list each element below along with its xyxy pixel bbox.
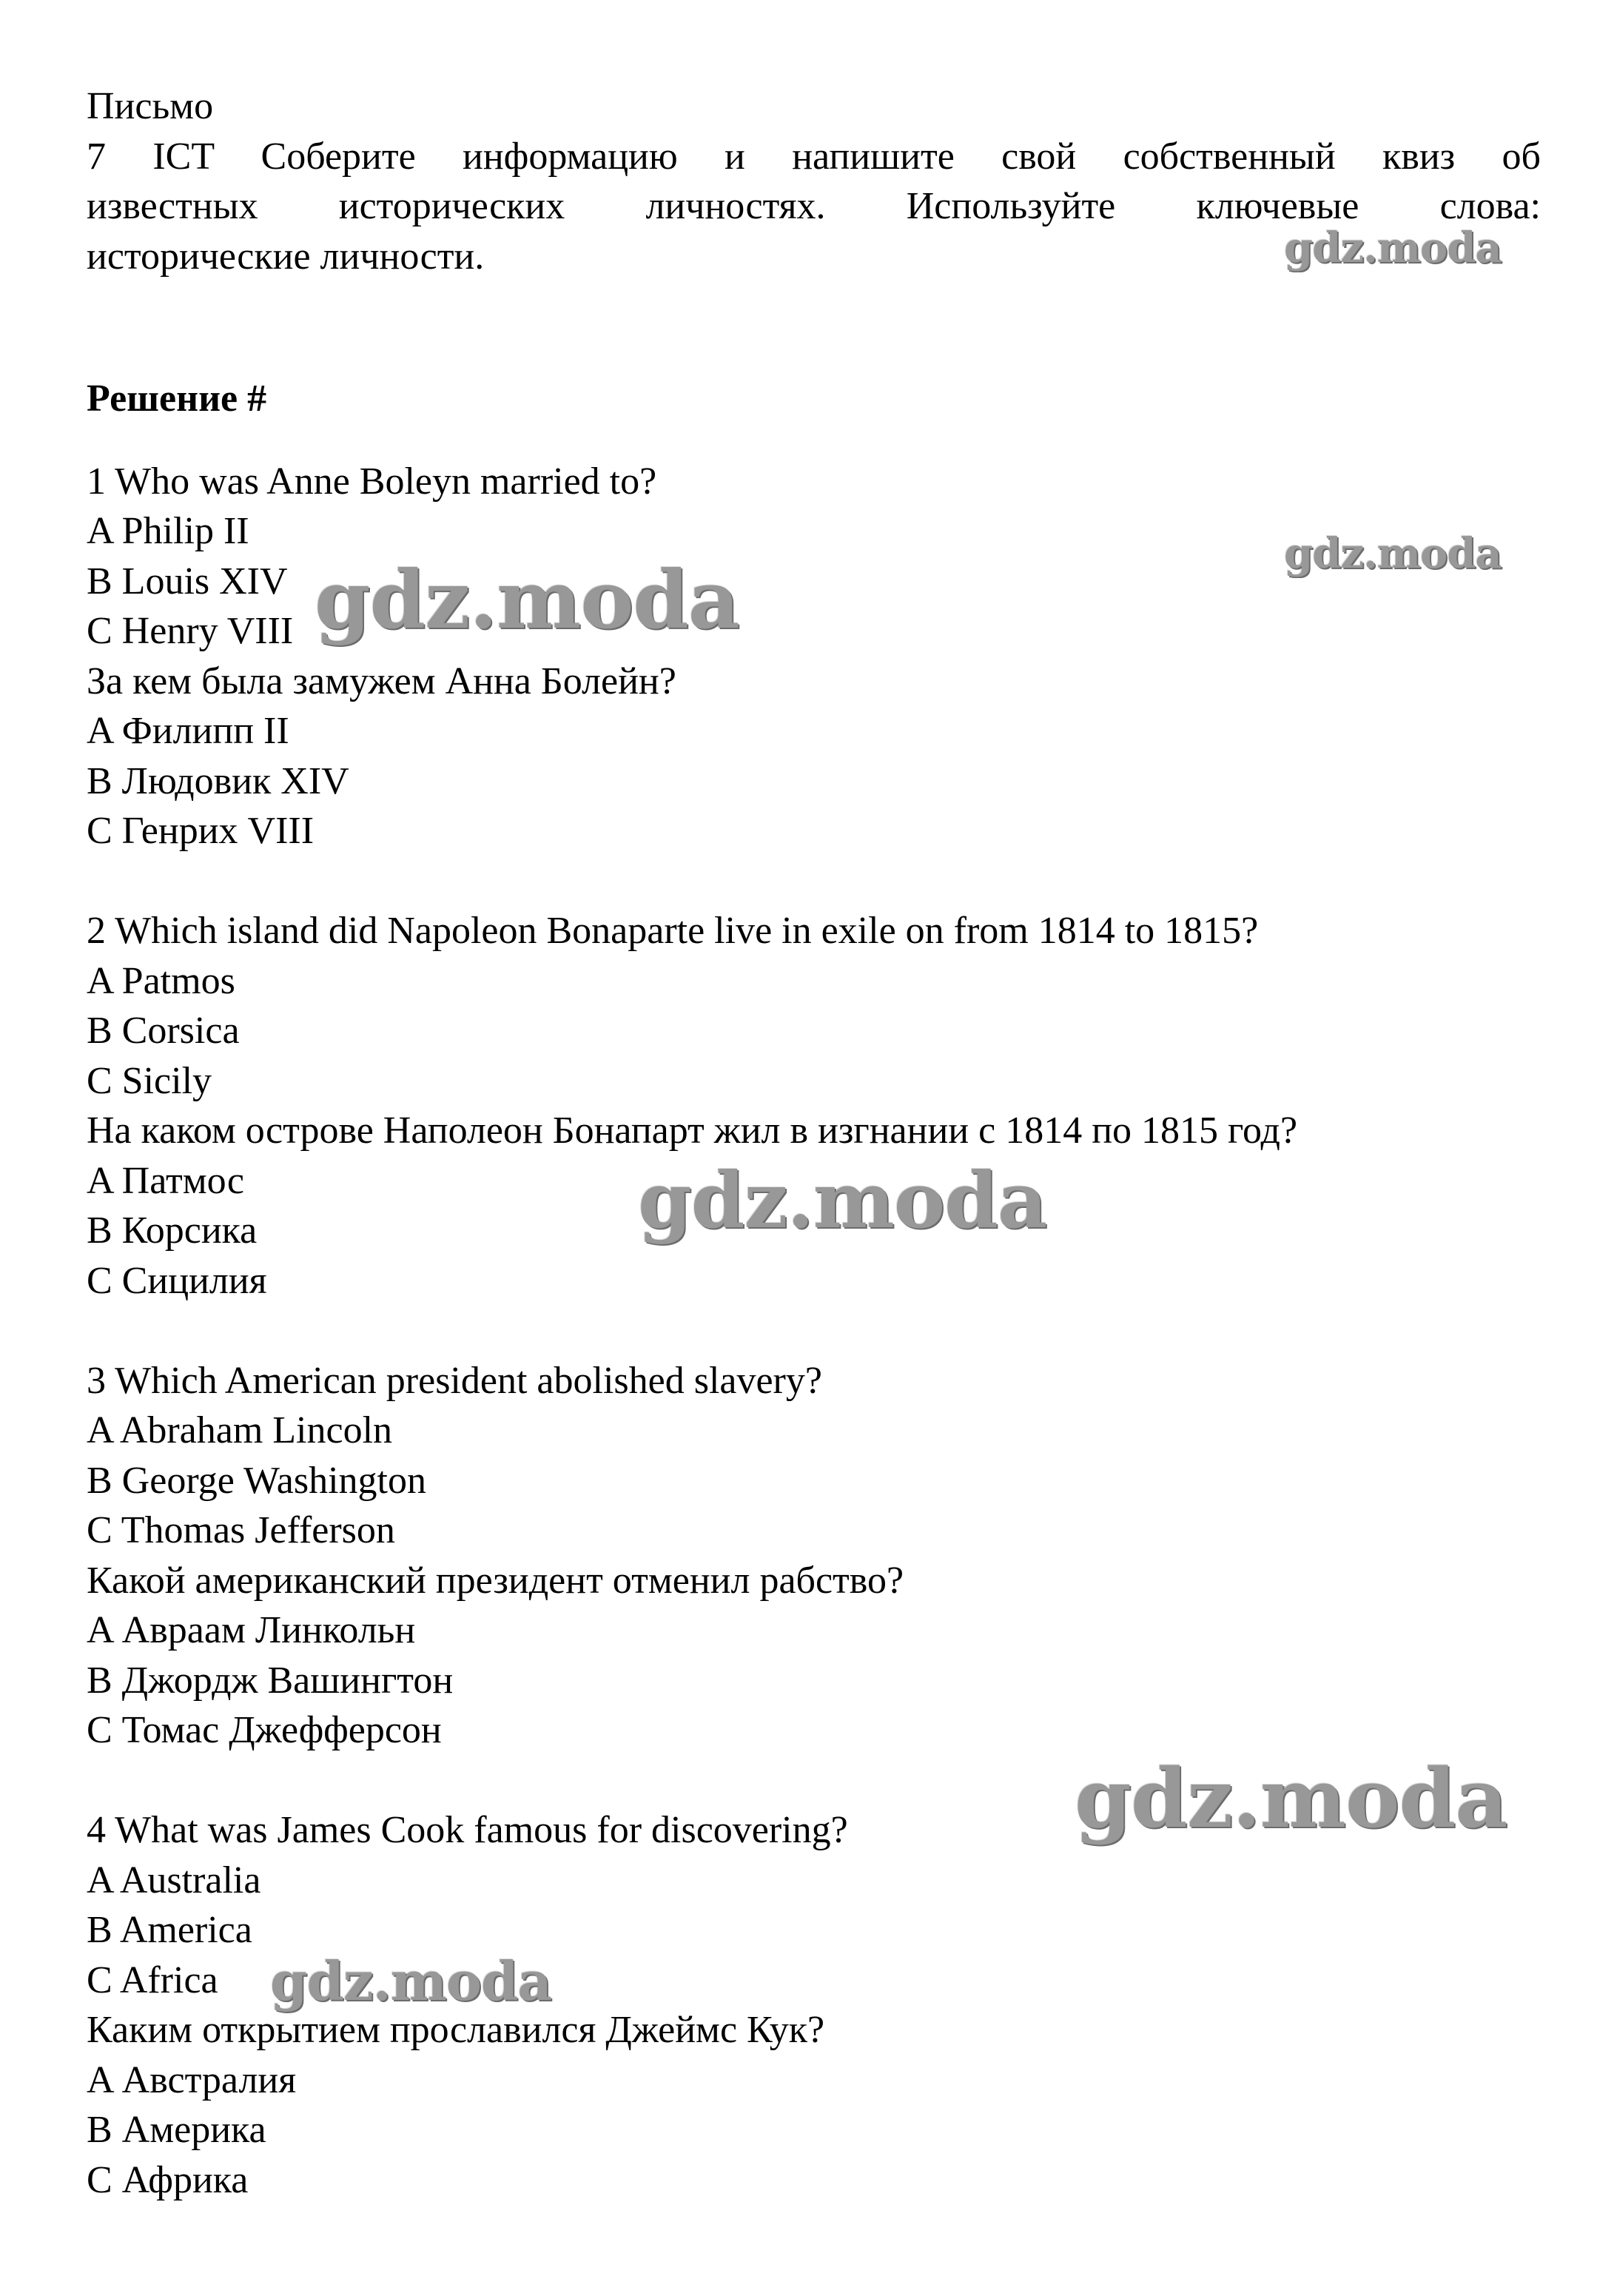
option-en-c: C Sicily [87,1059,212,1102]
option-en-c: C Henry VIII [87,610,294,652]
question-ru: За кем была замужем Анна Болейн? [87,659,676,702]
watermark: gdz.moda [270,1950,551,2013]
question-block-1 [87,457,1541,856]
option-ru-b: B Корсика [87,1209,258,1252]
question-ru: На каком острове Наполеон Бонапарт жил в изгнании с 1814 по 1815 год? [87,1110,1298,1152]
question-en: 4 What was James Cook famous for discovering? [87,1809,848,1851]
option-en-a: A Abraham Lincoln [87,1409,393,1451]
option-ru-a: A Австралия [87,2058,297,2101]
option-en-a: A Australia [87,1859,261,1901]
option-ru-a: A Патмос [87,1159,244,1202]
option-en-c: C Thomas Jefferson [87,1509,395,1551]
question-en: 1 Who was Anne Boleyn married to? [87,460,657,503]
question-block-2 [87,906,1541,1306]
question-ru: Каким открытием прославился Джеймс Кук? [87,2009,825,2051]
task-line-1: 7 ICT Соберите информацию и напишите свой собственный квиз об [87,135,1541,178]
option-ru-c: C Томас Джефферсон [87,1709,442,1751]
watermark: gdz.moda [1284,529,1502,578]
option-en-b: B Louis XIV [87,560,288,602]
watermark: gdz.moda [315,554,739,647]
task-line-2: известных исторических личностях. Используйте ключевые слова: [87,185,1541,227]
document-page [87,81,1541,2205]
option-en-c: C Africa [87,1958,218,2001]
watermark: gdz.moda [638,1155,1047,1246]
option-ru-c: C Сицилия [87,1259,267,1302]
option-en-a: A Philip II [87,510,249,552]
question-block-3 [87,1356,1541,1756]
question-en: 3 Which American president abolished slavery? [87,1359,822,1402]
option-ru-b: B Америка [87,2109,266,2151]
option-en-b: B America [87,1909,252,1951]
option-en-b: B Corsica [87,1010,240,1052]
section-title: Письмо [87,85,214,127]
question-en: 2 Which island did Napoleon Bonaparte live in exile on from 1814 to 1815? [87,910,1259,952]
watermark: gdz.moda [1075,1750,1507,1846]
option-en-b: B George Washington [87,1459,426,1502]
option-ru-c: C Генрих VIII [87,810,315,852]
question-ru: Какой американский президент отменил рабство? [87,1559,904,1602]
option-ru-c: C Африка [87,2158,249,2201]
option-en-a: A Patmos [87,959,235,1002]
task-line-3: исторические личности. [87,235,485,278]
option-ru-b: B Джордж Вашингтон [87,1659,454,1702]
option-ru-a: A Филипп II [87,710,289,752]
solution-heading: Решение # [87,377,267,420]
option-ru-b: B Людовик XIV [87,759,349,802]
watermark: gdz.moda [1284,224,1502,272]
option-ru-a: A Авраам Линкольн [87,1609,416,1651]
